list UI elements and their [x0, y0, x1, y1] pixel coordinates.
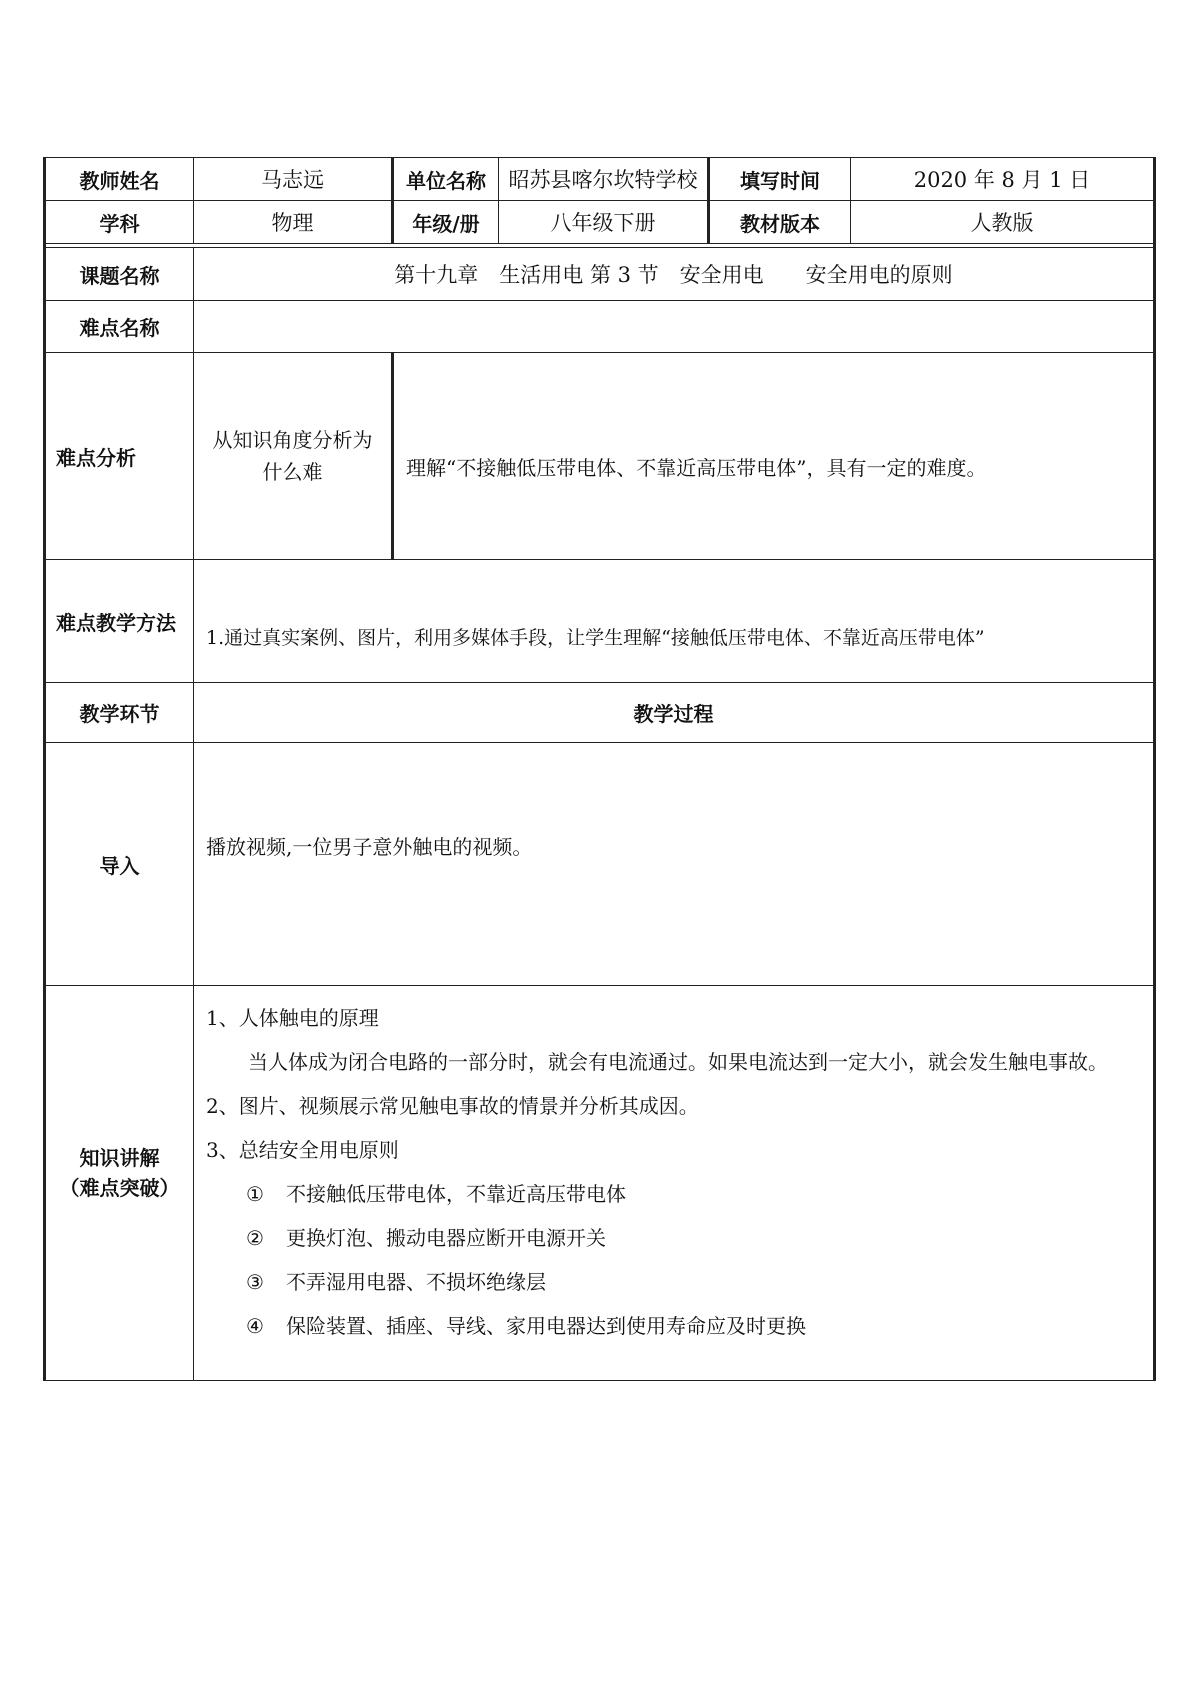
- point1-title: 1、人体触电的原理: [206, 1006, 379, 1030]
- process-label: 教学过程: [194, 683, 1155, 743]
- principle-num: ②: [246, 1226, 264, 1250]
- subject-value: 物理: [194, 201, 393, 244]
- knowledge-label-line2: （难点突破）: [59, 1176, 180, 1200]
- date-label: 填写时间: [709, 158, 851, 201]
- school-label: 单位名称: [393, 158, 499, 201]
- principle-item: [206, 1172, 1141, 1216]
- method-value: 1.通过真实案例、图片，利用多媒体手段，让学生理解“接触低压带电体、不靠近高压带电体”: [194, 560, 1155, 683]
- lesson-plan-sheet: [43, 157, 1153, 1381]
- intro-row: [45, 743, 1155, 986]
- principle-item: [206, 1216, 1141, 1260]
- topic-value: 第十九章 生活用电 第 3 节 安全用电 安全用电的原则: [194, 248, 1155, 301]
- principle-text: 不弄湿用电器、不损坏绝缘层: [286, 1270, 546, 1294]
- header-row-2: [45, 201, 1155, 244]
- date-value: 2020 年 8 月 1 日: [851, 158, 1155, 201]
- difficulty-label: 难点名称: [45, 301, 194, 353]
- principle-text: 不接触低压带电体，不靠近高压带电体: [286, 1182, 626, 1206]
- principle-num: ④: [246, 1314, 264, 1338]
- edition-label: 教材版本: [709, 201, 851, 244]
- point3-title: 3、总结安全用电原则: [206, 1138, 399, 1162]
- principle-num: ①: [246, 1182, 264, 1206]
- edition-value: 人教版: [851, 201, 1155, 244]
- topic-label: 课题名称: [45, 248, 194, 301]
- principle-text: 更换灯泡、搬动电器应断开电源开关: [286, 1226, 606, 1250]
- knowledge-row: [45, 986, 1155, 1381]
- knowledge-label-line1: 知识讲解: [79, 1146, 160, 1170]
- process-header-row: [45, 683, 1155, 743]
- method-label: 难点教学方法: [45, 560, 194, 683]
- knowledge-content: [194, 986, 1155, 1381]
- analysis-row: [45, 353, 1155, 560]
- header-row-1: [45, 158, 1155, 201]
- teacher-name-label: 教师姓名: [45, 158, 194, 201]
- teacher-name-value: 马志远: [194, 158, 393, 201]
- principle-item: [206, 1304, 1141, 1348]
- point2-title: 2、图片、视频展示常见触电事故的情景并分析其成因。: [206, 1094, 699, 1118]
- topic-row: [45, 248, 1155, 301]
- point1-text: 当人体成为闭合电路的一部分时，就会有电流通过。如果电流达到一定大小，就会发生触电事故。: [248, 1050, 1108, 1074]
- lesson-plan-table: [43, 157, 1156, 1381]
- principle-num: ③: [246, 1270, 264, 1294]
- method-row: [45, 560, 1155, 683]
- grade-value: 八年级下册: [499, 201, 709, 244]
- subject-label: 学科: [45, 201, 194, 244]
- knowledge-label: [45, 986, 194, 1381]
- analysis-label: 难点分析: [45, 353, 194, 560]
- school-value: 昭苏县喀尔坎特学校: [499, 158, 709, 201]
- principle-text: 保险装置、插座、导线、家用电器达到使用寿命应及时更换: [286, 1314, 806, 1338]
- difficulty-row: [45, 301, 1155, 353]
- intro-label: 导入: [45, 743, 194, 986]
- difficulty-value: [194, 301, 1155, 353]
- intro-value: 播放视频,一位男子意外触电的视频。: [194, 743, 1155, 986]
- analysis-sub-label: 从知识角度分析为什么难: [194, 353, 393, 560]
- grade-label: 年级/册: [393, 201, 499, 244]
- process-stage-label: 教学环节: [45, 683, 194, 743]
- analysis-value: 理解“不接触低压带电体、不靠近高压带电体”，具有一定的难度。: [393, 353, 1155, 560]
- principle-item: [206, 1260, 1141, 1304]
